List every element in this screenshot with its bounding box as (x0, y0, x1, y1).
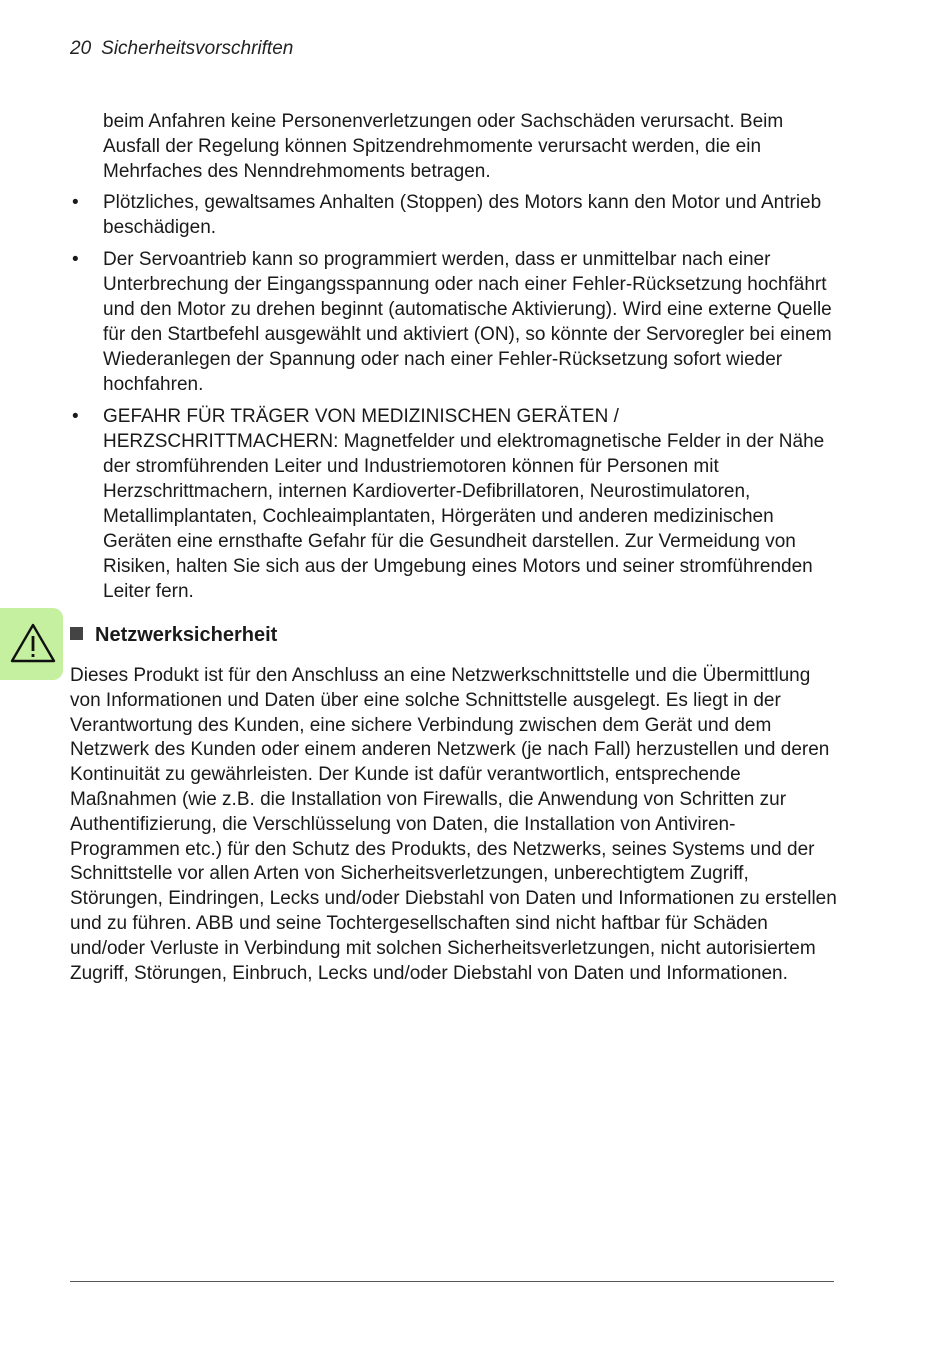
bullet-list (70, 190, 838, 611)
continuation-paragraph: beim Anfahren keine Personenverletzungen oder Sachschäden verursacht. Beim Ausfall der Regelung können Spitzendrehmomente verursacht werden, die ein Mehrfaches des Nenndrehmoments betragen. (103, 111, 784, 182)
bullet-item (70, 404, 838, 604)
bullet-item (70, 247, 838, 397)
footer-divider (70, 1281, 834, 1282)
page-number: 20 (70, 38, 92, 59)
bullet-text: GEFAHR FÜR TRÄGER VON MEDIZINISCHEN GERÄTEN / HERZSCHRITTMACHERN: Magnetfelder und elektromagnetische Felder in der Nähe der stromführenden Leiter und Industriemotoren können für Personen mit Herzschrittmachern, internen Kardioverter-Defibrillatoren, Neurostimulatoren, Metallimplantaten, Cochleaimplantaten, Hörgeräten und anderen medizinischen Geräten eine ernsthafte Gefahr für die Gesundheit darstellen. Zur Vermeidung von Risiken, halten Sie sich aus der Umgebung eines Motors und seiner stromführenden Leiter fern. (103, 406, 825, 602)
section-heading-text: Netzwerksicherheit (95, 624, 278, 646)
bullet-marker: • (72, 406, 79, 427)
bullet-text: Der Servoantrieb kann so programmiert werden, dass er unmittelbar nach einer Unterbrechung der Eingangsspannung oder nach einer Fehler-Rücksetzung hochfährt und den Motor zu drehen beginnt (automatische Aktivierung). Wird eine externe Quelle für den Startbefehl ausgewählt und aktiviert (ON), so könnte der Servoregler bei einem Wiederanlegen der Spannung oder nach einer Fehler-Rücksetzung sofort wieder hochfahren. (103, 249, 832, 395)
bullet-marker: • (72, 249, 79, 270)
section-body: Dieses Produkt ist für den Anschluss an eine Netzwerkschnittstelle und die Übermittlung von Informationen und Daten über eine solche Schnittstelle ausgelegt. Es liegt in der Verantwortung des Kunden, eine sichere Verbindung zwischen dem Gerät und dem Netzwerk des Kunden oder einem anderen Netzwerk (je nach Fall) herzustellen und deren Kontinuität zu gewährleisten. Der Kunde ist dafür verantwortlich, entsprechende Maßnahmen (wie z.B. die Installation von Firewalls, die Anwendung von Schritten zur Authentifizierung, die Verschlüsselung von Daten, die Installation von Antiviren-Programmen etc.) für den Schutz des Produkts, des Netzwerks, seines Systems und der Schnittstelle vor allen Arten von Sicherheitsverletzungen, unberechtigtem Zugriff, Störungen, Eindringen, Lecks und/oder Diebstahl von Daten und Informationen zu erstellen und zu führen. ABB und seine Tochtergesellschaften sind nicht haftbar für Schäden und/oder Verluste in Verbindung mit solchen Sicherheitsverletzungen, nicht autorisiertem Zugriff, Störungen, Einbruch, Lecks und/oder Diebstahl von Daten und Informationen. (70, 665, 837, 984)
warning-triangle-icon (10, 622, 56, 664)
header-section-title: Sicherheitsvorschriften (101, 38, 294, 59)
warning-tab (0, 608, 63, 680)
page-header (70, 38, 293, 60)
heading-square-icon (70, 627, 83, 640)
bullet-item (70, 190, 838, 240)
bullet-marker: • (72, 192, 79, 213)
section-heading (70, 624, 277, 647)
bullet-text: Plötzliches, gewaltsames Anhalten (Stoppen) des Motors kann den Motor und Antrieb beschädigen. (103, 192, 822, 238)
